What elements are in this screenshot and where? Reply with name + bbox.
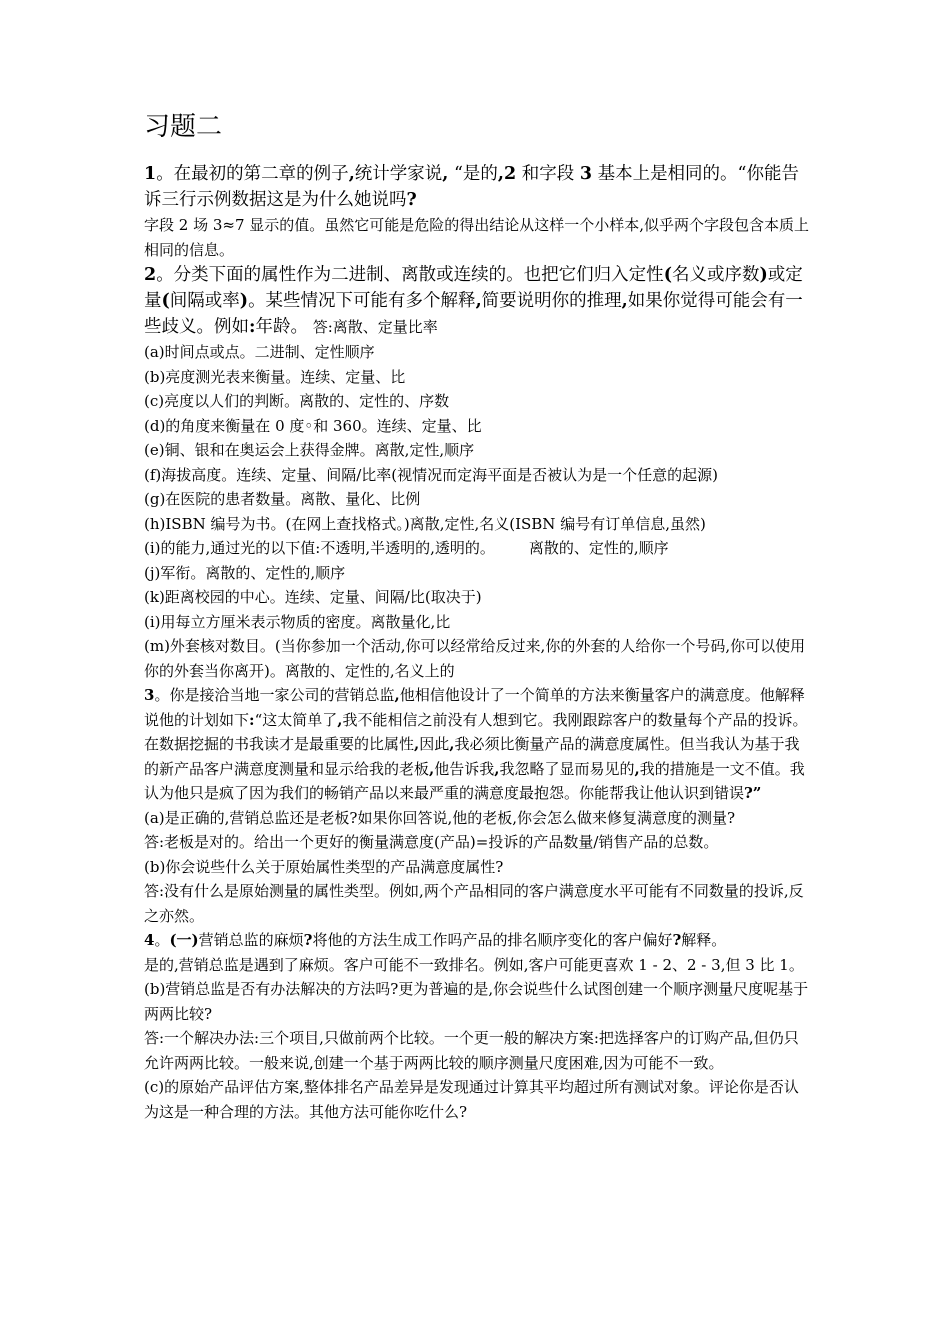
question-4: 4。(一)营销总监的麻烦?将他的方法生成工作吗产品的排名顺序变化的客户偏好?解释。 — [144, 931, 727, 950]
list-item: (b)亮度测光表来衡量。连续、定量、比 — [144, 367, 406, 386]
question-2: 2。分类下面的属性作为二进制、离散或连续的。也把它们归入定性(名义或序数)或定量(间隔或率)。某些情况下可能有多个解释,简要说明你的推理,如果你觉得可能会有一些歧义。例如:年龄。 答:离散、定量比率 — [144, 265, 803, 338]
list-item: (f)海拔高度。连续、定量、间隔/比率(视情况而定海平面是否被认为是一个任意的起源) — [144, 465, 719, 484]
question-3-number: 3 — [144, 686, 155, 705]
answer-3b: 答:没有什么是原始测量的属性类型。例如,两个产品相同的客户满意度水平可能有不同数量的投诉,反之亦然。 — [144, 882, 804, 925]
list-item: (d)的角度来衡量在 0 度◦和 360。连续、定量、比 — [144, 416, 482, 435]
question-2-number: 2 — [144, 265, 157, 286]
question-1: 1。在最初的第二章的例子,统计学家说, “是的,2 和字段 3 基本上是相同的。“你能告诉三行示例数据这是为什么她说吗? — [144, 164, 800, 211]
list-item: (c)亮度以人们的判断。离散的、定性的、序数 — [144, 392, 450, 411]
answer-4b: 答:一个解决办法:三个项目,只做前两个比较。一个更一般的解决方案:把选择客户的订购产品,但仍只允许两两比较。一般来说,创建一个基于两两比较的顺序测量尺度困难,因为可能不一致。 — [144, 1029, 799, 1072]
page-title: 习题二 — [144, 112, 223, 142]
answer-1: 字段 2 场 3≈7 显示的值。虽然它可能是危险的得出结论从这样一个小样本,似乎两个字段包含本质上相同的信息。 — [144, 216, 810, 259]
list-item: (j)军衔。离散的、定性的,顺序 — [144, 563, 346, 582]
question-1-number: 1 — [144, 164, 157, 185]
question-4-number: 4 — [144, 931, 155, 950]
question-3: 3。你是接洽当地一家公司的营销总监,他相信他设计了一个简单的方法来衡量客户的满意度。他解释说他的计划如下:“这太简单了,我不能相信之前没有人想到它。我刚跟踪客户的数量每个产品的投诉。在数据挖掘的书我读才是最重要的比属性,因此,我必须比衡量产品的满意度属性。但当我认为基于我的新产品客户满意度测量和显示给我的老板,他告诉我,我忽略了显而易见的,我的措施是一文不值。我认为他只是疯了因为我们的畅销产品以来最严重的满意度最抱怨。你能帮我让他认识到错误?” — [144, 686, 808, 803]
list-item: (e)铜、银和在奥运会上获得金牌。离散,定性,顺序 — [144, 441, 475, 460]
answer-4a: 是的,营销总监是遇到了麻烦。客户可能不一致排名。例如,客户可能更喜欢 1 - 2、2 - 3,但 3 比 1。 — [144, 955, 804, 974]
example-answer: 答:离散、定量比率 — [307, 318, 438, 337]
list-item: (i)用每立方厘米表示物质的密度。离散量化,比 — [144, 612, 451, 631]
list-item: (g)在医院的患者数量。离散、量化、比例 — [144, 490, 421, 509]
answer-3a: 答:老板是对的。给出一个更好的衡量满意度(产品)=投诉的产品数量/销售产品的总数。 — [144, 833, 719, 852]
question-4b: (b)营销总监是否有办法解决的方法吗?更为普遍的是,你会说些什么试图创建一个顺序测量尺度呢基于两两比较? — [144, 980, 809, 1023]
list-item: (m)外套核对数目。(当你参加一个活动,你可以经常给反过来,你的外套的人给你一个号码,你可以使用你的外套当你离开)。离散的、定性的,名义上的 — [144, 637, 806, 680]
question-4c: (c)的原始产品评估方案,整体排名产品差异是发现通过计算其平均超过所有测试对象。评论你是否认为这是一种合理的方法。其他方法可能你吃什么? — [144, 1078, 799, 1121]
list-item: (a)时间点或点。二进制、定性顺序 — [144, 343, 375, 362]
list-item: (i)的能力,通过光的以下值:不透明,半透明的,透明的。 离散的、定性的,顺序 — [144, 539, 669, 558]
document-content — [144, 112, 812, 1124]
list-item: (h)ISBN 编号为书。(在网上查找格式。)离散,定性,名义(ISBN 编号有订单信息,虽然) — [144, 514, 706, 533]
list-item: (k)距离校园的中心。连续、定量、间隔/比(取决于) — [144, 588, 482, 607]
question-3a: (a)是正确的,营销总监还是老板?如果你回答说,他的老板,你会怎么做来修复满意度的测量? — [144, 808, 736, 827]
question-3b: (b)你会说些什么关于原始属性类型的产品满意度属性? — [144, 857, 504, 876]
